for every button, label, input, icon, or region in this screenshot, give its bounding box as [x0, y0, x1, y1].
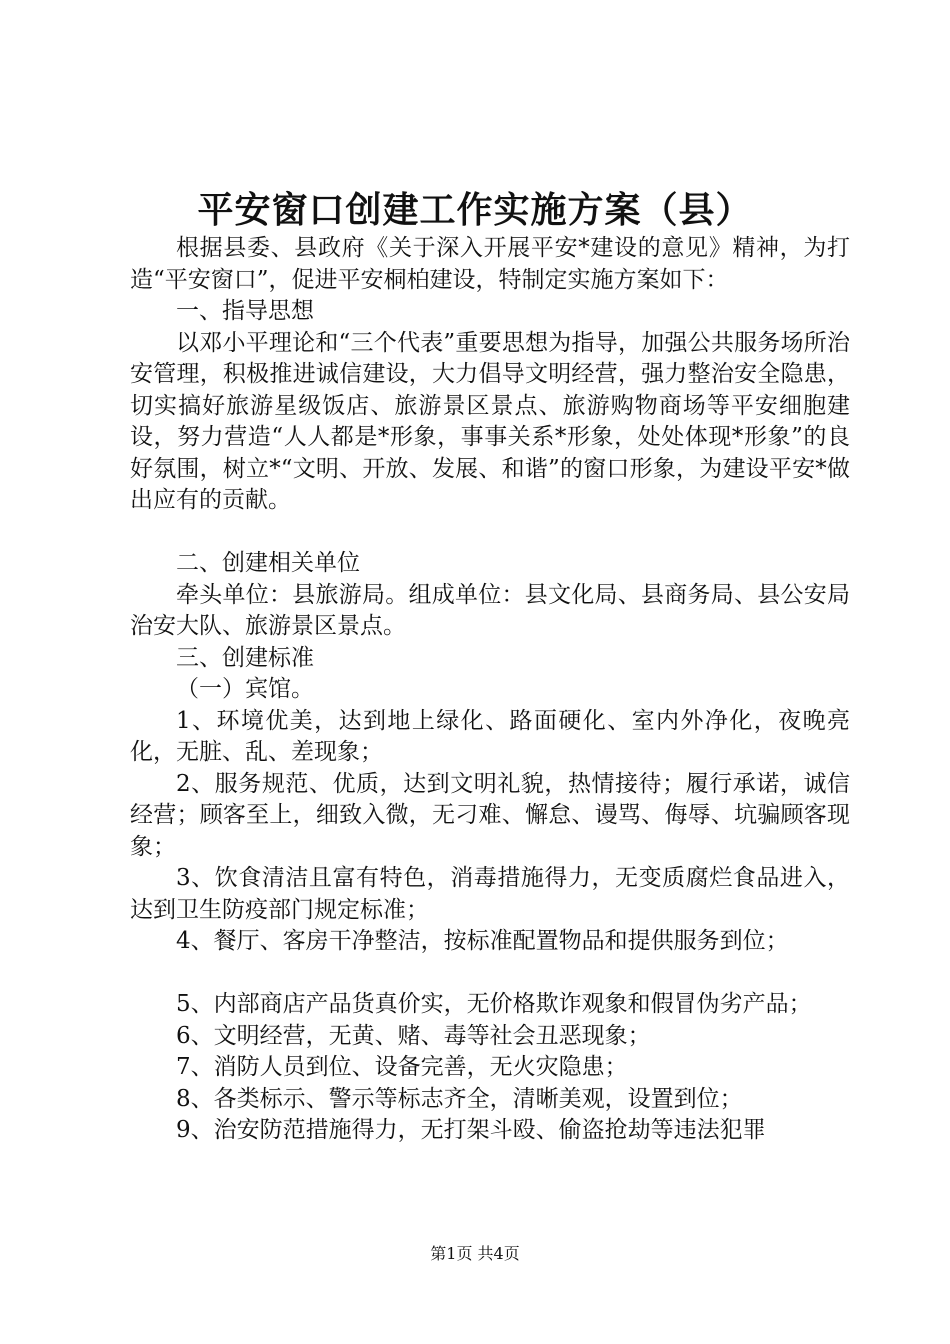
blank-line	[130, 958, 850, 990]
subheading-hotel: （一）宾馆。	[176, 676, 314, 702]
heading-guiding-thought: 一、指导思想	[176, 298, 314, 324]
paragraph-guiding-thought: 以邓小平理论和“三个代表”重要思想为指导，加强公共服务场所治安管理，积极推进诚信建设，大力倡导文明经营，强力整治安全隐患，切实搞好旅游星级饭店、旅游景区景点、旅游购物商场等平安细胞建设，努力营造“人人都是*形象，事事关系*形象，处处体现*形象”的良好氛围，树立*“文明、开放、发展、和谐”的窗口形象，为建设平安*做出应有的贡献。	[130, 329, 850, 513]
list-item-3: 3、饮食清洁且富有特色，消毒措施得力，无变质腐烂食品进入，达到卫生防疫部门规定标准；	[130, 865, 850, 923]
list-item-8: 8、各类标示、警示等标志齐全，清晰美观，设置到位；	[176, 1085, 743, 1112]
list-item-5: 5、内部商店产品货真价实，无价格欺诈观象和假冒伪劣产品；	[176, 991, 812, 1017]
document-title: 平安窗口创建工作实施方案（县）	[197, 189, 753, 231]
blank-line	[130, 517, 850, 549]
list-item-1: 1、环境优美，达到地上绿化、路面硬化、室内外净化，夜晚亮化，无脏、乱、差现象；	[130, 707, 850, 765]
paragraph-related-units: 牵头单位：县旅游局。组成单位：县文化局、县商务局、县公安局治安大队、旅游景区景点。	[130, 581, 850, 639]
list-item-2: 2、服务规范、优质，达到文明礼貌，热情接待；履行承诺，诚信经营；顾客至上，细致入微，无刁难、懈怠、谩骂、侮辱、坑骗顾客现象；	[130, 770, 850, 860]
heading-related-units: 二、创建相关单位	[176, 550, 360, 576]
document-body	[130, 233, 850, 1147]
list-item-7: 7、消防人员到位、设备完善，无火灾隐患；	[176, 1054, 628, 1080]
paragraph-intro: 根据县委、县政府《关于深入开展平安*建设的意见》精神，为打造“平安窗口”，促进平安桐柏建设，特制定实施方案如下：	[130, 235, 850, 293]
list-item-6: 6、文明经营，无黄、赌、毒等社会丑恶现象；	[176, 1022, 651, 1049]
page-number: 第1页 共4页	[430, 1244, 520, 1263]
heading-standards: 三、创建标准	[176, 644, 314, 671]
list-item-4: 4、餐厅、客房干净整洁，按标准配置物品和提供服务到位；	[176, 928, 789, 954]
list-item-9: 9、治安防范措施得力，无打架斗殴、偷盗抢劫等违法犯罪	[176, 1117, 766, 1143]
